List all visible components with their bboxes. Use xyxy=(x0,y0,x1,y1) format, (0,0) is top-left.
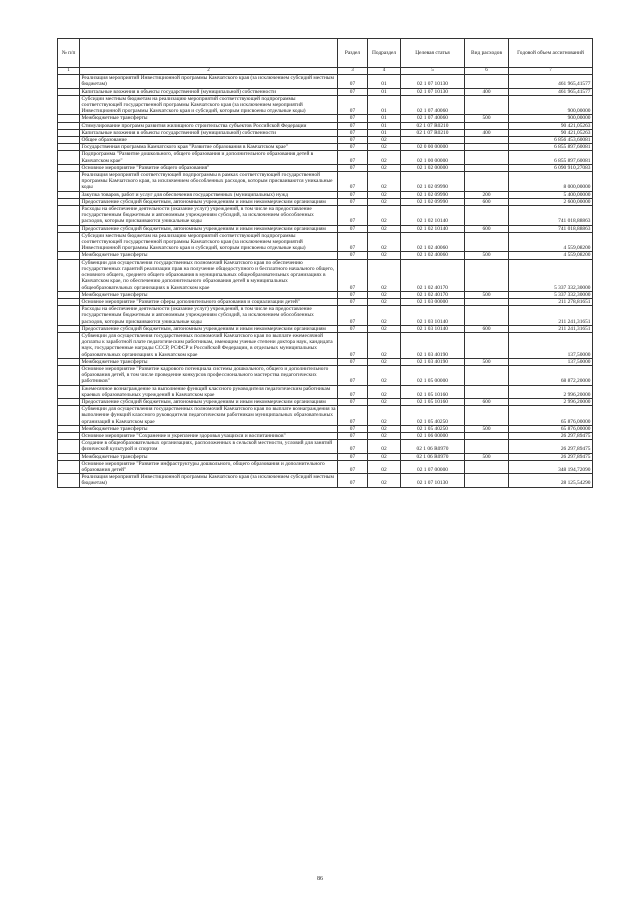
row-amount-cell: 4 559,08200 xyxy=(509,252,593,259)
row-num-cell xyxy=(58,191,80,198)
row-section-cell: 07 xyxy=(338,144,368,151)
row-amount-cell: 348 194,72090 xyxy=(509,460,593,473)
row-type-cell xyxy=(465,164,509,171)
row-type-cell xyxy=(465,440,509,453)
table-row xyxy=(58,358,593,365)
row-type-cell xyxy=(465,75,509,88)
header-expense-type: Вид расходов xyxy=(465,39,509,68)
row-subsection-cell: 02 xyxy=(368,191,401,198)
row-section-cell: 07 xyxy=(338,172,368,192)
row-num-cell xyxy=(58,129,80,136)
table-row xyxy=(58,88,593,95)
row-amount-cell: 741 018,88863 xyxy=(509,225,593,232)
row-subsection-cell: 01 xyxy=(368,115,401,122)
row-subsection-cell: 02 xyxy=(368,298,401,305)
row-amount-cell: 2 996,20000 xyxy=(509,398,593,405)
row-section-cell: 07 xyxy=(338,358,368,365)
header-num: № п/п xyxy=(58,39,80,68)
row-target-cell: 02 1 02 09990 xyxy=(401,172,465,192)
row-subsection-cell: 02 xyxy=(368,398,401,405)
row-amount-cell: 6 090 910,27083 xyxy=(509,164,593,171)
row-name-cell: Расходы на обеспечение деятельности (оказание услуг) учреждений, в том числе на предоставление государственным бюджетным и автономным учреждениям субсидий, за исключением обособленных расходов, которым присваиваются уникальные коды xyxy=(80,306,338,326)
row-amount-cell: 6 855 897,60081 xyxy=(509,144,593,151)
row-subsection-cell: 01 xyxy=(368,75,401,88)
row-subsection-cell: 02 xyxy=(368,144,401,151)
row-target-cell: 02 1 02 40170 xyxy=(401,291,465,298)
row-target-cell: 02 1 06 00000 xyxy=(401,432,465,439)
row-subsection-cell: 02 xyxy=(368,474,401,487)
row-num-cell xyxy=(58,325,80,332)
table-row xyxy=(58,365,593,385)
row-section-cell: 07 xyxy=(338,137,368,144)
row-target-cell: 02 1 00 00000 xyxy=(401,151,465,164)
row-name-cell: Межбюджетные трансферты xyxy=(80,291,338,298)
row-section-cell: 07 xyxy=(338,115,368,122)
row-target-cell: 02 1 03 00000 xyxy=(401,298,465,305)
row-target-cell: 02 1 07 40060 xyxy=(401,115,465,122)
row-section-cell: 07 xyxy=(338,259,368,291)
row-section-cell: 07 xyxy=(338,432,368,439)
row-section-cell: 07 xyxy=(338,225,368,232)
row-target-cell: 02 1 06 R0970 xyxy=(401,440,465,453)
row-name-cell: Реализация мероприятий Инвестиционной программы Камчатского края (за исключением субсидий местным бюджетам) xyxy=(80,474,338,487)
row-type-cell xyxy=(465,206,509,226)
row-section-cell: 07 xyxy=(338,232,368,252)
row-num-cell xyxy=(58,291,80,298)
row-num-cell xyxy=(58,88,80,95)
row-amount-cell: 5 337 332,30000 xyxy=(509,291,593,298)
table-row xyxy=(58,172,593,192)
row-target-cell: 02 1 05 10160 xyxy=(401,385,465,398)
row-type-cell xyxy=(465,332,509,358)
row-type-cell xyxy=(465,306,509,326)
row-name-cell: Закупка товаров, работ и услуг для обеспечения государственных (муниципальных) нужд xyxy=(80,191,338,198)
row-subsection-cell: 02 xyxy=(368,406,401,426)
column-number: 5 xyxy=(401,68,465,75)
header-section: Раздел xyxy=(338,39,368,68)
row-section-cell: 07 xyxy=(338,198,368,205)
row-subsection-cell: 02 xyxy=(368,291,401,298)
row-target-cell: 02 1 03 40190 xyxy=(401,358,465,365)
row-target-cell: 02 1 07 40060 xyxy=(401,95,465,115)
table-row xyxy=(58,325,593,332)
row-amount-cell: 2 996,20000 xyxy=(509,385,593,398)
row-num-cell xyxy=(58,298,80,305)
row-amount-cell: 211 241,31651 xyxy=(509,306,593,326)
row-section-cell: 07 xyxy=(338,365,368,385)
row-section-cell: 07 xyxy=(338,474,368,487)
row-name-cell: Субсидии местным бюджетам на реализацию мероприятий соответствующей подпрограммы соответствующей государственной программы Камчатского края (за исключением мероприятий Инвестиционной программы Камчатского края и субсидий, которым присвоены отдельные коды) xyxy=(80,95,338,115)
row-type-cell xyxy=(465,144,509,151)
row-num-cell xyxy=(58,151,80,164)
table-row xyxy=(58,259,593,291)
row-target-cell: 02 1 07 10130 xyxy=(401,75,465,88)
row-type-cell xyxy=(465,406,509,426)
row-type-cell xyxy=(465,232,509,252)
row-num-cell xyxy=(58,95,80,115)
row-amount-cell: 211 241,31651 xyxy=(509,325,593,332)
row-subsection-cell: 02 xyxy=(368,365,401,385)
row-target-cell: 02 1 02 40170 xyxy=(401,259,465,291)
row-amount-cell: 6 856 453,60081 xyxy=(509,137,593,144)
table-row xyxy=(58,137,593,144)
row-name-cell: Государственная программа Камчатского края "Развитие образования в Камчатском крае" xyxy=(80,144,338,151)
table-row xyxy=(58,291,593,298)
row-subsection-cell: 02 xyxy=(368,385,401,398)
row-name-cell: Межбюджетные трансферты xyxy=(80,453,338,460)
row-name-cell: Субвенции для осуществления государственных полномочий Камчатского края по выплате вознаграждения за выполнение функций классного руководителя педагогическим работникам муниципальных образовательных организаций в Камчатском крае xyxy=(81,406,336,425)
row-type-cell: 500 xyxy=(465,358,509,365)
row-subsection-cell: 02 xyxy=(368,172,401,192)
table-body xyxy=(58,75,593,487)
row-amount-cell: 26 297,89475 xyxy=(509,453,593,460)
table-row xyxy=(58,432,593,439)
row-target-cell: 02 1 03 10140 xyxy=(401,325,465,332)
row-amount-cell: 461 965,41577 xyxy=(509,88,593,95)
row-name-cell: Капитальные вложения в объекты государственной (муниципальной) собственности xyxy=(80,88,338,95)
row-name-cell: Предоставление субсидий бюджетным, автономным учреждениям и иным некоммерческим организациям xyxy=(80,225,338,232)
row-type-cell: 200 xyxy=(465,191,509,198)
row-section-cell: 07 xyxy=(338,151,368,164)
row-type-cell xyxy=(465,385,509,398)
row-num-cell xyxy=(58,460,80,473)
row-subsection-cell: 02 xyxy=(368,198,401,205)
row-type-cell xyxy=(465,172,509,192)
table-row xyxy=(58,164,593,171)
row-num-cell xyxy=(58,164,80,171)
row-num-cell xyxy=(58,115,80,122)
row-subsection-cell: 02 xyxy=(368,325,401,332)
row-section-cell: 07 xyxy=(338,398,368,405)
row-num-cell xyxy=(58,453,80,460)
row-num-cell xyxy=(58,206,80,226)
table-row xyxy=(58,385,593,398)
row-type-cell xyxy=(465,474,509,487)
column-number: 1 xyxy=(58,68,80,75)
row-type-cell xyxy=(465,122,509,129)
table-row xyxy=(58,298,593,305)
row-amount-cell: 211 278,81651 xyxy=(509,298,593,305)
table-row xyxy=(58,144,593,151)
row-section-cell: 07 xyxy=(338,88,368,95)
row-target-cell: 02 1 02 10140 xyxy=(401,225,465,232)
row-name-cell: Предоставление субсидий бюджетным, автономным учреждениям и иным некоммерческим организациям xyxy=(80,398,338,405)
row-section-cell: 07 xyxy=(338,325,368,332)
row-subsection-cell: 02 xyxy=(368,252,401,259)
page-number: 86 xyxy=(317,876,323,882)
row-target-cell: 02 1 03 40190 xyxy=(401,332,465,358)
row-subsection-cell: 02 xyxy=(368,432,401,439)
row-type-cell: 400 xyxy=(465,88,509,95)
row-section-cell: 07 xyxy=(338,75,368,88)
row-target-cell: 02 1 06 R0970 xyxy=(401,453,465,460)
row-amount-cell: 65 876,00000 xyxy=(509,425,593,432)
column-number: 7 xyxy=(509,68,593,75)
row-target-cell: 02 1 02 09990 xyxy=(401,191,465,198)
row-name-cell: Основное мероприятие "Развитие общего образования" xyxy=(80,164,338,171)
row-target-cell: 02 1 05 40250 xyxy=(401,406,465,426)
row-amount-cell: 4 559,08200 xyxy=(509,232,593,252)
row-type-cell xyxy=(465,298,509,305)
row-amount-cell: 90 421,05263 xyxy=(509,122,593,129)
row-num-cell xyxy=(58,358,80,365)
row-type-cell xyxy=(465,460,509,473)
row-type-cell: 600 xyxy=(465,225,509,232)
table-row xyxy=(58,225,593,232)
row-amount-cell: 900,00000 xyxy=(509,115,593,122)
table-row xyxy=(58,95,593,115)
row-target-cell: 02 1 07 R0210 xyxy=(401,129,465,136)
row-target-cell: 02 1 07 R0210 xyxy=(401,122,465,129)
column-number: 2 xyxy=(80,68,338,75)
table-row xyxy=(58,115,593,122)
table-row xyxy=(58,232,593,252)
row-amount-cell: 2 600,00000 xyxy=(509,198,593,205)
row-type-cell: 500 xyxy=(465,291,509,298)
row-num-cell xyxy=(58,365,80,385)
row-type-cell xyxy=(465,259,509,291)
row-num-cell xyxy=(58,225,80,232)
table-row xyxy=(58,440,593,453)
row-target-cell: 02 1 02 00000 xyxy=(401,164,465,171)
row-name-cell: Субвенции для осуществления государственных полномочий Камчатского края по обеспечению государственных гарантий реализации прав на получение общедоступного и бесплатного начального общего, основного общего, среднего общего образования в муниципальных общеобразовательных организациях в Камчатском крае, по обеспечению дополнительного образования детей в муниципальных общеобразовательных организациях в Камчатском крае xyxy=(80,259,338,291)
column-number-row xyxy=(58,68,593,75)
row-amount-cell: 137,50000 xyxy=(509,332,593,358)
row-section-cell: 07 xyxy=(338,332,368,358)
row-type-cell xyxy=(465,365,509,385)
table-row xyxy=(58,206,593,226)
row-subsection-cell: 02 xyxy=(368,358,401,365)
row-name-cell: Межбюджетные трансферты xyxy=(80,115,338,122)
row-type-cell: 600 xyxy=(465,398,509,405)
row-subsection-cell: 01 xyxy=(368,129,401,136)
row-section-cell: 07 xyxy=(338,460,368,473)
row-subsection-cell: 02 xyxy=(368,453,401,460)
row-type-cell xyxy=(465,432,509,439)
row-num-cell xyxy=(58,198,80,205)
row-subsection-cell: 02 xyxy=(368,151,401,164)
row-target-cell: 02 1 02 40060 xyxy=(401,252,465,259)
row-num-cell xyxy=(58,332,80,358)
row-target-cell: 02 1 07 00000 xyxy=(401,460,465,473)
row-subsection-cell: 02 xyxy=(368,206,401,226)
row-num-cell xyxy=(58,232,80,252)
table-row xyxy=(58,75,593,88)
row-subsection-cell: 01 xyxy=(368,122,401,129)
row-subsection-cell: 02 xyxy=(368,332,401,358)
row-name-cell: Субсидии местным бюджетам на реализацию мероприятий соответствующей подпрограммы соответствующей государственной программы Камчатского края (за исключением мероприятий Инвестиционной программы Камчатского края и субсидий, которым присвоены отдельные коды) xyxy=(80,232,338,252)
row-type-cell: 500 xyxy=(465,453,509,460)
row-num-cell xyxy=(58,144,80,151)
row-target-cell: 02 1 07 10130 xyxy=(401,88,465,95)
row-section-cell: 07 xyxy=(338,306,368,326)
row-section-cell: 07 xyxy=(338,206,368,226)
row-num-cell xyxy=(58,440,80,453)
row-type-cell: 400 xyxy=(465,129,509,136)
row-num-cell xyxy=(58,474,80,487)
row-name-cell: Общее образование xyxy=(80,137,338,144)
row-type-cell: 500 xyxy=(465,425,509,432)
row-num-cell xyxy=(58,259,80,291)
row-name-cell: Межбюджетные трансферты xyxy=(80,358,338,365)
row-name-cell: Основное мероприятие "Сохранение и укрепление здоровья учащихся и воспитанников" xyxy=(80,432,338,439)
row-num-cell xyxy=(58,172,80,192)
row-subsection-cell: 01 xyxy=(368,88,401,95)
row-num-cell xyxy=(58,137,80,144)
row-amount-cell: 5 400,00000 xyxy=(509,191,593,198)
row-name-cell: Капитальные вложения в объекты государственной (муниципальной) собственности xyxy=(80,129,338,136)
row-section-cell: 07 xyxy=(338,406,368,426)
row-target-cell: 02 1 03 10140 xyxy=(401,306,465,326)
table-row xyxy=(58,191,593,198)
column-number: 4 xyxy=(368,68,401,75)
header-amount: Годовой объем ассигнований xyxy=(509,39,593,68)
table-row xyxy=(58,252,593,259)
row-name-cell: Расходы на обеспечение деятельности (оказание услуг) учреждений, в том числе на предоставление государственным бюджетным и автономным учреждениям субсидий, за исключением обособленных расходов, которым присваиваются уникальные коды xyxy=(80,206,338,226)
table-row xyxy=(58,406,593,426)
row-section-cell: 07 xyxy=(338,122,368,129)
row-amount-cell: 741 018,88863 xyxy=(509,206,593,226)
row-amount-cell: 5 337 332,30000 xyxy=(509,259,593,291)
row-name-cell: Стимулирование программ развития жилищного строительства субъектов Российской Федерации xyxy=(80,122,338,129)
row-subsection-cell: 02 xyxy=(368,259,401,291)
row-num-cell xyxy=(58,385,80,398)
column-number: 6 xyxy=(465,68,509,75)
row-subsection-cell: 02 xyxy=(368,164,401,171)
row-num-cell xyxy=(58,406,80,426)
row-subsection-cell: 02 xyxy=(368,232,401,252)
row-name-cell: Реализация мероприятий Инвестиционной программы Камчатского края (за исключением субсидий местным бюджетам) xyxy=(80,75,338,88)
row-name-cell: Реализация мероприятий соответствующей подпрограммы в рамках соответствующей государственной программы Камчатского края, за исключением обособленных расходов, которым присваиваются уникальные коды xyxy=(80,172,338,192)
row-amount-cell: 26 297,89475 xyxy=(509,440,593,453)
row-name-cell: Создание в общеобразовательных организациях, расположенных в сельской местности, условий для занятий физической культурой и спортом xyxy=(80,440,338,453)
row-subsection-cell: 02 xyxy=(368,306,401,326)
table-row xyxy=(58,474,593,487)
row-name-cell: Предоставление субсидий бюджетным, автономным учреждениям и иным некоммерческим организациям xyxy=(80,325,338,332)
row-target-cell: 02 1 02 10140 xyxy=(401,206,465,226)
row-num-cell xyxy=(58,122,80,129)
row-target-cell: 02 0 00 00000 xyxy=(401,144,465,151)
row-target-cell: 02 1 07 10130 xyxy=(401,474,465,487)
row-subsection-cell: 02 xyxy=(368,440,401,453)
row-section-cell: 07 xyxy=(338,453,368,460)
row-type-cell xyxy=(465,95,509,115)
row-target-cell: 02 1 02 40060 xyxy=(401,232,465,252)
row-name-cell: Ежемесячное вознаграждение за выполнение функций классного руководителя педагогическим работникам краевых образовательных учреждений в Камчатском крае xyxy=(80,385,338,398)
row-subsection-cell: 02 xyxy=(368,137,401,144)
table-row xyxy=(58,306,593,326)
row-amount-cell: 137,50000 xyxy=(509,358,593,365)
row-amount-cell: 28 125,54290 xyxy=(509,474,593,487)
row-section-cell: 07 xyxy=(338,440,368,453)
row-subsection-cell: 02 xyxy=(368,460,401,473)
row-target-cell: 02 1 05 00000 xyxy=(401,365,465,385)
row-amount-cell: 90 421,05263 xyxy=(509,129,593,136)
row-name-cell: Межбюджетные трансферты xyxy=(80,425,338,432)
header-target: Целевая статья xyxy=(401,39,465,68)
table-row xyxy=(58,398,593,405)
row-target-cell: 02 1 05 10160 xyxy=(401,398,465,405)
row-name-cell: Основное мероприятие "Развитие сферы дополнительного образования и социализации детей" xyxy=(80,298,338,305)
row-type-cell: 500 xyxy=(465,252,509,259)
header-name xyxy=(80,39,338,68)
row-num-cell xyxy=(58,398,80,405)
table-row xyxy=(58,129,593,136)
row-type-cell: 500 xyxy=(465,115,509,122)
row-amount-cell: 6 855 897,60081 xyxy=(509,151,593,164)
row-section-cell: 07 xyxy=(338,425,368,432)
row-section-cell: 07 xyxy=(338,252,368,259)
row-amount-cell: 900,00000 xyxy=(509,95,593,115)
table-row xyxy=(58,122,593,129)
row-num-cell xyxy=(58,432,80,439)
row-amount-cell: 26 297,89475 xyxy=(509,432,593,439)
table-row xyxy=(58,151,593,164)
row-name-cell: Подпрограмма "Развитие дошкольного, общего образования и дополнительного образования детей в Камчатском крае" xyxy=(80,151,338,164)
table-row xyxy=(58,332,593,358)
row-type-cell xyxy=(465,137,509,144)
row-section-cell: 07 xyxy=(338,129,368,136)
row-name-cell: Основное мероприятие "Развитие кадрового потенциала системы дошкольного, общего и дополнительного образования детей, в том числе проведение конкурсов профессионального мастерства педагогических работников" xyxy=(80,365,338,385)
row-num-cell xyxy=(58,425,80,432)
table-header-row xyxy=(58,39,593,68)
row-amount-cell: 68 872,20000 xyxy=(509,365,593,385)
row-name-cell: Субвенции для осуществления государственных полномочий Камчатского края по выплате ежемесячной доплаты к заработной плате педагогическим работникам, имеющим ученые степени доктора наук, кандидата наук, государственные награды СССР, РСФСР и Российской Федерации, в отдельных муниципальных образовательных организациях в Камчатском крае xyxy=(80,332,338,358)
row-amount-cell: 461 965,41577 xyxy=(509,75,593,88)
row-section-cell: 07 xyxy=(338,95,368,115)
row-num-cell xyxy=(58,75,80,88)
table-row xyxy=(58,198,593,205)
row-type-cell: 600 xyxy=(465,325,509,332)
row-name-cell: Предоставление субсидий бюджетным, автономным учреждениям и иным некоммерческим организациям xyxy=(80,198,338,205)
column-number: 3 xyxy=(338,68,368,75)
row-subsection-cell: 02 xyxy=(368,225,401,232)
row-target-cell xyxy=(401,137,465,144)
row-num-cell xyxy=(58,252,80,259)
row-target-cell: 02 1 05 40250 xyxy=(401,425,465,432)
row-section-cell: 07 xyxy=(338,385,368,398)
row-type-cell: 600 xyxy=(465,198,509,205)
row-subsection-cell: 01 xyxy=(368,95,401,115)
row-amount-cell: 8 000,00000 xyxy=(509,172,593,192)
row-name-cell: Основное мероприятие "Развитие инфраструктуры дошкольного, общего образования и дополнительного образования детей" xyxy=(80,460,338,473)
row-section-cell: 07 xyxy=(338,164,368,171)
row-target-cell: 02 1 02 09990 xyxy=(401,198,465,205)
row-amount-cell: 65 876,00000 xyxy=(509,406,593,426)
row-section-cell: 07 xyxy=(338,298,368,305)
row-num-cell xyxy=(58,306,80,326)
table-row xyxy=(58,425,593,432)
table-row xyxy=(58,460,593,473)
header-subsection: Подраздел xyxy=(368,39,401,68)
row-name-cell: Межбюджетные трансферты xyxy=(80,252,338,259)
row-section-cell: 07 xyxy=(338,291,368,298)
budget-table xyxy=(57,38,593,488)
table-row xyxy=(58,453,593,460)
row-type-cell xyxy=(465,151,509,164)
row-section-cell: 07 xyxy=(338,191,368,198)
row-subsection-cell: 02 xyxy=(368,425,401,432)
